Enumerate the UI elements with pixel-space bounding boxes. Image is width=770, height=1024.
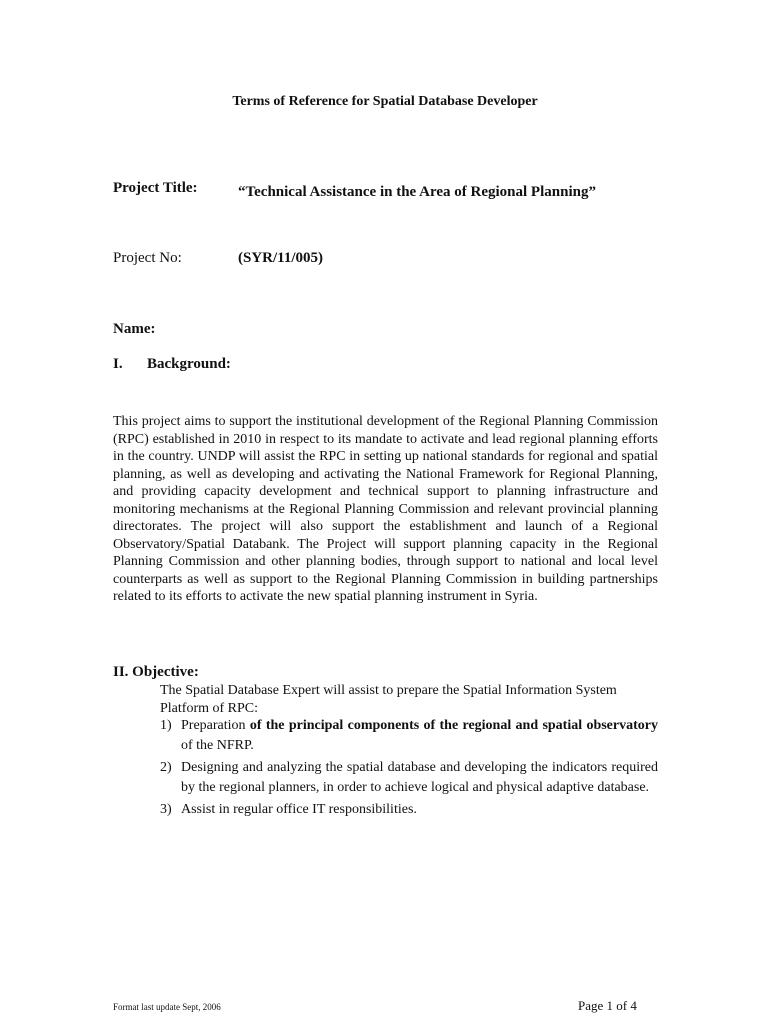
objective-bold-text: of the principal components of the regional and spatial observatory xyxy=(249,718,658,733)
objective-intro: The Spatial Database Expert will assist to prepare the Spatial Information System Platform of RPC: xyxy=(160,683,617,716)
objective-text: Assist in regular office IT responsibilities. xyxy=(181,802,417,817)
section2-heading: II. Objective: xyxy=(113,664,199,680)
objective-item xyxy=(160,758,658,798)
objective-text-end: of the NFRP. xyxy=(181,738,254,753)
project-title-label: Project Title: xyxy=(113,180,198,196)
background-paragraph: This project aims to support the institutional development of the Regional Planning Commission (RPC) established in 2010 in respect to its mandate to activate and lead regional planning efforts in the country. UNDP will assist the RPC in setting up national standards for regional and spatial planning, as well as developing and activating the National Framework for Regional Planning, and providing capacity development and technical support to planning infrastructure and monitoring mechanisms at the Regional Planning Commission and relevant provincial planning directorates. The project will also support the establishment and launch of a Regional Observatory/Spatial Databank. The Project will support planning capacity in the Regional Planning Commission and other planning bodies, through support to national and local level counterparts as well as support to the Regional Planning Commission in building partnerships related to its efforts to activate the new spatial planning instrument in Syria. xyxy=(113,414,658,604)
section1-heading: Background: xyxy=(147,356,231,372)
footer-format-note: Format last update Sept, 2006 xyxy=(113,1002,221,1012)
objective-number: 2) xyxy=(160,760,172,775)
page-indicator: Page 1 of 4 xyxy=(578,998,637,1013)
objective-text: Designing and analyzing the spatial database and developing the indicators required by the regional planners, in order to achieve logical and physical adaptive database. xyxy=(181,760,658,795)
objective-text: Preparation xyxy=(181,718,250,733)
objective-number: 1) xyxy=(160,718,172,733)
objective-item xyxy=(160,800,658,820)
objective-number: 3) xyxy=(160,802,172,817)
project-no-value: (SYR/11/005) xyxy=(238,250,324,266)
document-title: Terms of Reference for Spatial Database Developer xyxy=(232,94,538,109)
section1-number: I. xyxy=(113,356,123,372)
project-title-value: “Technical Assistance in the Area of Regional Planning” xyxy=(238,184,596,200)
project-no-label: Project No: xyxy=(113,250,182,266)
objective-item xyxy=(160,716,658,756)
name-label: Name: xyxy=(113,321,156,337)
objectives-list xyxy=(160,716,658,822)
